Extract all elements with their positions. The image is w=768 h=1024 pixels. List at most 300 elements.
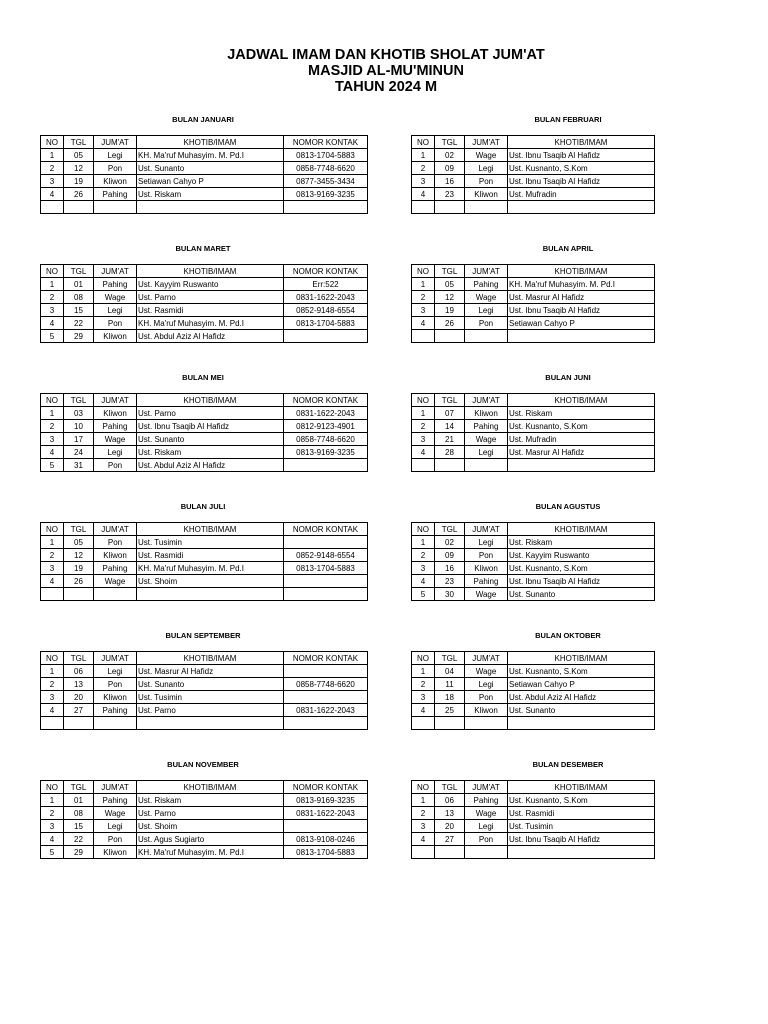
table-header-row [412, 136, 655, 149]
month-label: BULAN DESEMBER [532, 760, 604, 769]
row-pasaran [465, 846, 508, 859]
column-header: NO [41, 523, 64, 536]
row-date: 13 [435, 807, 465, 820]
title-line-2: MASJID AL-MU'MINUN [308, 63, 464, 79]
table-header-row [41, 265, 368, 278]
table-row [412, 433, 655, 446]
row-date: 05 [435, 278, 465, 291]
row-number: 2 [412, 807, 435, 820]
column-header: NOMOR KONTAK [284, 781, 368, 794]
row-khotib: Ust. Ibnu Tsaqib Al Hafidz [508, 149, 655, 162]
column-header: JUM'AT [94, 523, 137, 536]
row-pasaran: Pon [465, 833, 508, 846]
row-khotib [137, 201, 284, 214]
row-pasaran: Kliwon [465, 704, 508, 717]
row-khotib: Ust. Kusnanto, S.Kom [508, 794, 655, 807]
row-khotib: Ust. Kayyim Ruswanto [508, 549, 655, 562]
row-khotib: Ust. Sunanto [508, 704, 655, 717]
table-row [41, 833, 368, 846]
row-date: 12 [64, 162, 94, 175]
schedule-table [40, 651, 368, 730]
row-date: 09 [435, 549, 465, 562]
table-row [41, 291, 368, 304]
row-contact: 0858-7748-6620 [284, 162, 368, 175]
row-pasaran: Legi [94, 665, 137, 678]
row-date: 21 [435, 433, 465, 446]
schedule-table [40, 264, 368, 343]
row-khotib: KH. Ma'ruf Muhasyim. M. Pd.I [137, 562, 284, 575]
column-header: TGL [64, 523, 94, 536]
row-khotib: KH. Ma'ruf Muhasyim. M. Pd.I [137, 317, 284, 330]
row-pasaran: Wage [465, 433, 508, 446]
schedule-table [40, 135, 368, 214]
column-header: JUM'AT [94, 265, 137, 278]
row-contact: 0831-1622-2043 [284, 407, 368, 420]
row-date [435, 330, 465, 343]
row-khotib: Ust. Kusnanto, S.Kom [508, 420, 655, 433]
month-label: BULAN MARET [175, 244, 231, 253]
row-pasaran [465, 459, 508, 472]
column-header: KHOTIB/IMAM [508, 394, 655, 407]
column-header: TGL [64, 652, 94, 665]
column-header: JUM'AT [94, 394, 137, 407]
column-header: KHOTIB/IMAM [508, 265, 655, 278]
row-pasaran: Kliwon [94, 691, 137, 704]
row-contact: 0831-1622-2043 [284, 704, 368, 717]
row-pasaran: Legi [465, 678, 508, 691]
schedule-table [40, 393, 368, 472]
row-pasaran: Legi [465, 162, 508, 175]
row-contact: 0813-9169-3235 [284, 188, 368, 201]
row-number: 1 [41, 407, 64, 420]
table-row [412, 691, 655, 704]
row-contact [284, 459, 368, 472]
table-row [412, 588, 655, 601]
table-row [412, 549, 655, 562]
row-number: 2 [41, 162, 64, 175]
table-row [412, 201, 655, 214]
column-header: KHOTIB/IMAM [508, 652, 655, 665]
table-header-row [412, 523, 655, 536]
month-label: BULAN NOVEMBER [167, 760, 239, 769]
row-number [41, 717, 64, 730]
column-header: TGL [435, 652, 465, 665]
month-label: BULAN AGUSTUS [535, 502, 601, 511]
column-header: JUM'AT [465, 523, 508, 536]
column-header: JUM'AT [465, 394, 508, 407]
row-pasaran [465, 717, 508, 730]
row-contact: 0813-1704-5883 [284, 149, 368, 162]
row-date: 14 [435, 420, 465, 433]
row-khotib: Ust. Ibnu Tsaqib Al Hafidz [508, 833, 655, 846]
table-row [41, 407, 368, 420]
row-number: 4 [412, 575, 435, 588]
column-header: NOMOR KONTAK [284, 523, 368, 536]
row-number: 1 [41, 794, 64, 807]
row-number: 2 [412, 291, 435, 304]
row-number [412, 459, 435, 472]
table-header-row [412, 652, 655, 665]
row-number: 3 [412, 304, 435, 317]
row-date: 19 [64, 175, 94, 188]
row-pasaran: Pon [94, 459, 137, 472]
row-number: 2 [412, 678, 435, 691]
row-pasaran: Wage [465, 807, 508, 820]
schedule-table [411, 780, 655, 859]
row-contact: 0813-9169-3235 [284, 446, 368, 459]
row-date: 27 [64, 704, 94, 717]
table-header-row [412, 781, 655, 794]
row-date [64, 717, 94, 730]
table-row [412, 162, 655, 175]
row-khotib: Ust. Parno [137, 291, 284, 304]
row-number: 1 [41, 665, 64, 678]
table-row [412, 330, 655, 343]
row-khotib [137, 717, 284, 730]
row-date [435, 846, 465, 859]
table-row [41, 188, 368, 201]
row-number: 4 [41, 575, 64, 588]
row-date [435, 717, 465, 730]
row-date: 15 [64, 304, 94, 317]
row-number [41, 201, 64, 214]
row-number: 1 [412, 407, 435, 420]
table-row [412, 846, 655, 859]
column-header: KHOTIB/IMAM [137, 652, 284, 665]
row-date: 26 [435, 317, 465, 330]
table-row [412, 459, 655, 472]
row-khotib: Ust. Rasmidi [137, 549, 284, 562]
schedule-table [411, 651, 655, 730]
schedule-table [411, 393, 655, 472]
row-khotib: Ust. Abdul Aziz Al Hafidz [137, 330, 284, 343]
table-row [412, 704, 655, 717]
row-date: 12 [64, 549, 94, 562]
row-khotib [508, 330, 655, 343]
column-header: TGL [64, 394, 94, 407]
row-pasaran: Kliwon [94, 407, 137, 420]
column-header: JUM'AT [94, 781, 137, 794]
row-pasaran: Legi [465, 446, 508, 459]
row-pasaran: Wage [465, 665, 508, 678]
row-date: 29 [64, 330, 94, 343]
row-contact: 0858-7748-6620 [284, 433, 368, 446]
column-header: JUM'AT [465, 781, 508, 794]
row-date: 25 [435, 704, 465, 717]
row-khotib: Ust. Sunanto [137, 433, 284, 446]
row-number: 1 [41, 536, 64, 549]
row-number: 3 [41, 175, 64, 188]
row-number: 4 [412, 704, 435, 717]
row-contact [284, 691, 368, 704]
row-khotib: KH. Ma'ruf Muhasyim. M. Pd.I [508, 278, 655, 291]
row-khotib: KH. Ma'ruf Muhasyim. M. Pd.I [137, 846, 284, 859]
row-pasaran [465, 201, 508, 214]
month-label: BULAN JUNI [545, 373, 591, 382]
row-contact: 0852-9148-6554 [284, 549, 368, 562]
table-row [41, 665, 368, 678]
row-pasaran: Wage [94, 807, 137, 820]
row-contact: 0813-1704-5883 [284, 562, 368, 575]
table-row [41, 149, 368, 162]
row-date: 18 [435, 691, 465, 704]
row-pasaran: Kliwon [94, 330, 137, 343]
table-row [412, 794, 655, 807]
row-khotib: Ust. Parno [137, 807, 284, 820]
table-row [41, 278, 368, 291]
column-header: JUM'AT [465, 136, 508, 149]
row-contact: 0831-1622-2043 [284, 807, 368, 820]
row-contact: 0877-3455-3434 [284, 175, 368, 188]
row-number: 2 [41, 807, 64, 820]
row-khotib: Ust. Kusnanto, S.Kom [508, 665, 655, 678]
table-row [412, 407, 655, 420]
month-label: BULAN SEPTEMBER [165, 631, 241, 640]
row-khotib: Ust. Shoim [137, 820, 284, 833]
row-khotib: Ust. Riskam [137, 794, 284, 807]
row-pasaran: Pahing [94, 562, 137, 575]
column-header: KHOTIB/IMAM [508, 136, 655, 149]
row-number: 4 [41, 446, 64, 459]
row-number: 4 [412, 833, 435, 846]
column-header: NO [41, 781, 64, 794]
column-header: KHOTIB/IMAM [137, 781, 284, 794]
row-date: 24 [64, 446, 94, 459]
column-header: NO [41, 136, 64, 149]
column-header: JUM'AT [94, 136, 137, 149]
column-header: KHOTIB/IMAM [137, 523, 284, 536]
row-number [412, 330, 435, 343]
table-row [41, 175, 368, 188]
table-row [41, 588, 368, 601]
row-pasaran: Legi [465, 820, 508, 833]
table-header-row [41, 394, 368, 407]
column-header: NO [41, 652, 64, 665]
table-row [412, 175, 655, 188]
row-pasaran: Pon [465, 691, 508, 704]
column-header: KHOTIB/IMAM [508, 523, 655, 536]
row-date: 16 [435, 562, 465, 575]
table-row [41, 304, 368, 317]
row-pasaran: Pahing [465, 575, 508, 588]
row-contact: 0858-7748-6620 [284, 678, 368, 691]
column-header: KHOTIB/IMAM [137, 394, 284, 407]
month-label: BULAN APRIL [542, 244, 594, 253]
table-row [412, 665, 655, 678]
row-number: 3 [41, 433, 64, 446]
row-khotib: Ust. Riskam [508, 536, 655, 549]
row-date: 11 [435, 678, 465, 691]
column-header: NOMOR KONTAK [284, 265, 368, 278]
row-number [412, 717, 435, 730]
column-header: TGL [435, 523, 465, 536]
column-header: KHOTIB/IMAM [137, 136, 284, 149]
row-pasaran: Pon [94, 678, 137, 691]
row-date [435, 459, 465, 472]
row-date: 08 [64, 291, 94, 304]
row-contact: 0852-9148-6554 [284, 304, 368, 317]
row-pasaran: Wage [465, 588, 508, 601]
row-pasaran: Pon [94, 536, 137, 549]
row-number: 5 [41, 459, 64, 472]
row-number: 2 [41, 420, 64, 433]
row-khotib: Ust. Ibnu Tsaqib Al Hafidz [137, 420, 284, 433]
table-row [41, 717, 368, 730]
row-number: 2 [412, 420, 435, 433]
row-number: 3 [412, 433, 435, 446]
row-khotib: Ust. Riskam [137, 446, 284, 459]
row-date: 15 [64, 820, 94, 833]
row-khotib [508, 846, 655, 859]
table-row [41, 820, 368, 833]
row-date [64, 201, 94, 214]
row-pasaran: Pon [465, 549, 508, 562]
column-header: TGL [435, 265, 465, 278]
column-header: NO [412, 652, 435, 665]
table-row [41, 575, 368, 588]
row-pasaran [465, 330, 508, 343]
row-pasaran: Kliwon [465, 562, 508, 575]
row-pasaran: Legi [94, 149, 137, 162]
table-row [412, 278, 655, 291]
row-khotib [137, 588, 284, 601]
row-contact [284, 575, 368, 588]
column-header: TGL [435, 136, 465, 149]
row-pasaran: Legi [465, 304, 508, 317]
table-row [412, 717, 655, 730]
row-date: 06 [64, 665, 94, 678]
row-contact: 0813-9108-0246 [284, 833, 368, 846]
table-row [41, 807, 368, 820]
row-contact: 0831-1622-2043 [284, 291, 368, 304]
row-pasaran: Kliwon [94, 549, 137, 562]
document-title [2, 47, 768, 95]
row-number: 2 [41, 291, 64, 304]
row-number: 3 [412, 175, 435, 188]
row-khotib: Ust. Sunanto [508, 588, 655, 601]
column-header: KHOTIB/IMAM [508, 781, 655, 794]
table-row [41, 162, 368, 175]
row-khotib: Ust. Masrur Al Hafidz [508, 446, 655, 459]
row-number [41, 588, 64, 601]
row-khotib: Ust. Tusimin [508, 820, 655, 833]
table-row [41, 846, 368, 859]
schedule-table [40, 522, 368, 601]
row-date: 28 [435, 446, 465, 459]
table-header-row [41, 523, 368, 536]
month-label: BULAN JULI [180, 502, 226, 511]
row-date: 01 [64, 278, 94, 291]
row-contact: 0813-1704-5883 [284, 846, 368, 859]
table-row [412, 304, 655, 317]
row-number: 3 [41, 304, 64, 317]
table-header-row [41, 781, 368, 794]
table-row [41, 794, 368, 807]
table-row [412, 317, 655, 330]
row-pasaran: Legi [94, 446, 137, 459]
column-header: NO [412, 523, 435, 536]
row-date: 19 [64, 562, 94, 575]
table-row [41, 446, 368, 459]
row-number: 5 [41, 330, 64, 343]
row-khotib: Ust. Ibnu Tsaqib Al Hafidz [508, 304, 655, 317]
row-khotib: Ust. Shoim [137, 575, 284, 588]
row-pasaran: Kliwon [465, 188, 508, 201]
row-pasaran: Legi [94, 820, 137, 833]
table-row [41, 317, 368, 330]
row-date: 26 [64, 188, 94, 201]
row-number: 3 [41, 691, 64, 704]
schedule-table [411, 264, 655, 343]
row-khotib [508, 459, 655, 472]
row-number: 1 [412, 665, 435, 678]
row-pasaran: Pahing [94, 278, 137, 291]
row-khotib: Ust. Riskam [137, 188, 284, 201]
row-date: 20 [435, 820, 465, 833]
row-date: 20 [64, 691, 94, 704]
row-contact: 0813-1704-5883 [284, 317, 368, 330]
table-row [41, 330, 368, 343]
row-number: 1 [41, 149, 64, 162]
row-contact [284, 330, 368, 343]
row-number: 1 [412, 794, 435, 807]
row-pasaran [94, 588, 137, 601]
table-row [412, 291, 655, 304]
row-khotib [508, 201, 655, 214]
row-number: 1 [41, 278, 64, 291]
column-header: TGL [64, 781, 94, 794]
row-pasaran: Pahing [94, 420, 137, 433]
row-contact [284, 201, 368, 214]
row-date: 22 [64, 833, 94, 846]
row-number: 4 [41, 833, 64, 846]
column-header: TGL [64, 265, 94, 278]
row-number: 5 [41, 846, 64, 859]
row-number: 4 [412, 188, 435, 201]
column-header: NO [41, 265, 64, 278]
table-row [412, 575, 655, 588]
row-khotib: Ust. Abdul Aziz Al Hafidz [508, 691, 655, 704]
row-contact: 0812-9123-4901 [284, 420, 368, 433]
row-pasaran: Legi [465, 536, 508, 549]
row-contact [284, 536, 368, 549]
row-pasaran: Wage [94, 291, 137, 304]
row-pasaran: Pon [465, 317, 508, 330]
row-pasaran: Pon [465, 175, 508, 188]
table-row [41, 459, 368, 472]
month-label: BULAN FEBRUARI [534, 115, 602, 124]
row-number: 2 [41, 549, 64, 562]
schedule-table [411, 135, 655, 214]
row-khotib: Setiawan Cahyo P [508, 678, 655, 691]
row-number: 3 [41, 820, 64, 833]
row-number: 5 [412, 588, 435, 601]
row-number: 1 [412, 278, 435, 291]
row-khotib: Setiawan Cahyo P [508, 317, 655, 330]
row-number: 4 [41, 317, 64, 330]
table-row [41, 420, 368, 433]
row-pasaran: Wage [94, 433, 137, 446]
row-date: 22 [64, 317, 94, 330]
row-date: 27 [435, 833, 465, 846]
row-number: 4 [412, 446, 435, 459]
table-row [412, 446, 655, 459]
row-contact: 0813-9169-3235 [284, 794, 368, 807]
schedule-table [411, 522, 655, 601]
row-pasaran: Pahing [94, 794, 137, 807]
row-khotib: Ust. Tusimin [137, 691, 284, 704]
row-contact [284, 665, 368, 678]
